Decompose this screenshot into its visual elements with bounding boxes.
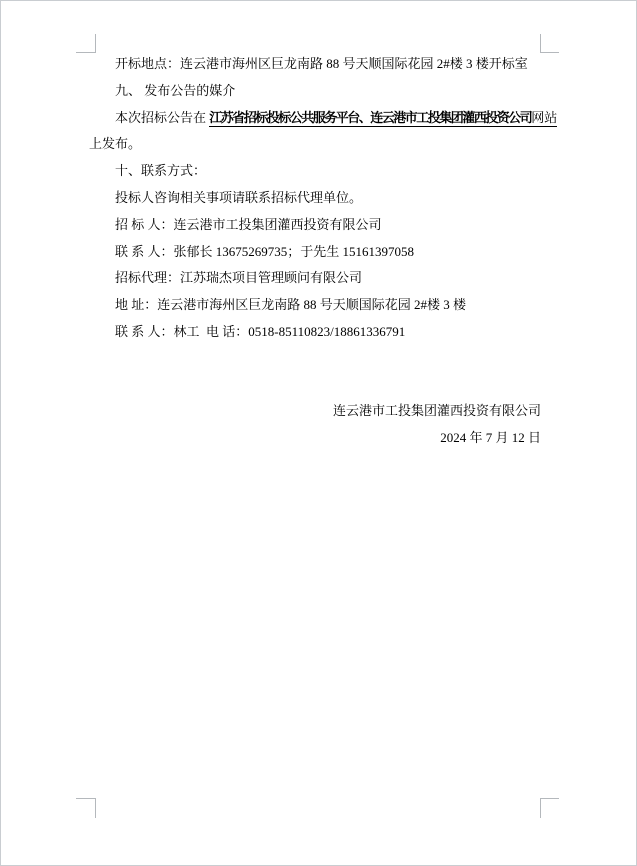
contact-intro-line-text: 投标人咨询相关事项请联系招标代理单位。 [115, 189, 363, 205]
tenderer-contact-line [89, 239, 543, 266]
agency-contact-line-text: 联 系 人：林工 电 话：0518-85110823/18861336791 [115, 323, 406, 339]
section-10-heading [89, 158, 543, 185]
document-content [89, 51, 558, 451]
agency-line [89, 265, 543, 292]
agency-address-line [89, 292, 543, 319]
media-platforms-emphasis: 江苏省招标投标公共服务平台、连云港市工投集团灌西投资公司 [209, 109, 532, 125]
opening-location-line-text: 开标地点：连云港市海州区巨龙南路 88 号天顺国际花园 2#楼 3 楼开标室 [115, 56, 528, 71]
section-9-heading-text: 九、 发布公告的媒介 [115, 82, 236, 98]
corner-mark-bottom-right [540, 798, 559, 818]
tenderer-contact-line-text: 联 系 人：张郁长 13675269735；于先生 15161397058 [115, 243, 415, 259]
tenderer-line [89, 212, 543, 239]
signature-date: 2024 年 7 月 12 日 [440, 429, 541, 445]
section-9-heading [89, 78, 543, 105]
agency-contact-line [89, 319, 543, 346]
announcement-media-line-2-text: 上发布。 [89, 136, 142, 152]
announcement-media-line-1-text: 本次招标公告在 [115, 109, 210, 125]
signature-company: 连云港市工投集团灌西投资有限公司 [332, 402, 541, 418]
section-10-heading-text: 十、联系方式： [115, 163, 207, 179]
agency-address-line-text: 地 址：连云港市海州区巨龙南路 88 号天顺国际花园 2#楼 3 楼 [115, 297, 467, 313]
tenderer-line-text: 招 标 人：连云港市工投集团灌西投资有限公司 [115, 216, 382, 232]
announcement-media-line-1 [89, 105, 558, 132]
signature-block [89, 398, 543, 452]
opening-location-line [89, 51, 543, 78]
agency-line-text: 招标代理：江苏瑞杰项目管理顾问有限公司 [115, 270, 363, 286]
media-website-suffix: 网站 [531, 109, 558, 125]
corner-mark-bottom-left [76, 798, 96, 818]
announcement-media-line-2 [89, 131, 543, 158]
document-body [89, 51, 558, 346]
contact-intro-line [89, 185, 543, 212]
